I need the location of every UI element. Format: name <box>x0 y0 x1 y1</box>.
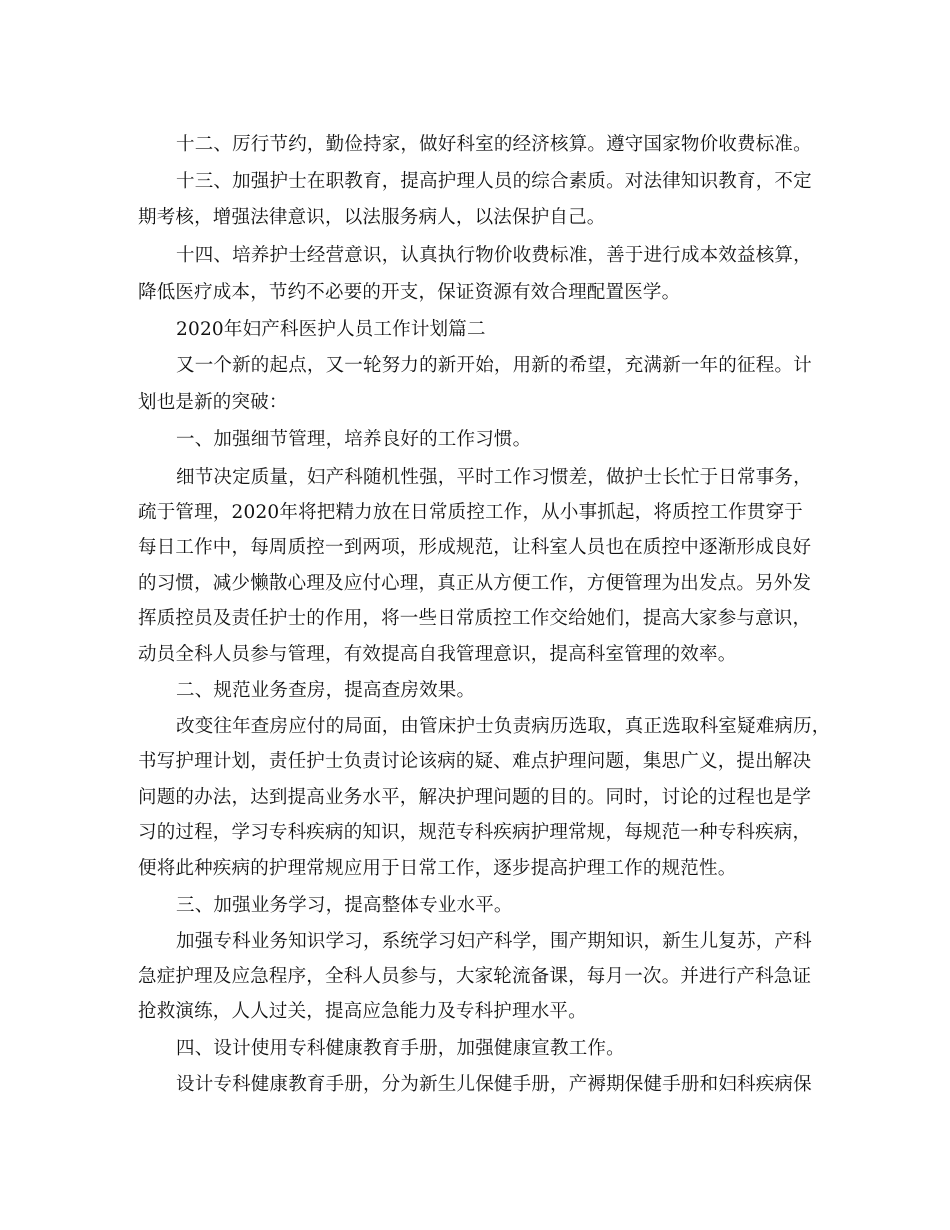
section-heading: 2020年妇产科医护人员工作计划篇二 <box>176 319 486 340</box>
text-line: 十四、培养护士经营意识，认真执行物价收费标准，善于进行成本效益核算， <box>176 245 812 266</box>
text-line: 十二、厉行节约，勤俭持家，做好科室的经济核算。遵守国家物价收费标准。 <box>176 134 812 155</box>
text-line: 二、规范业务查房，提高查房效果。 <box>176 680 476 701</box>
text-line: 四、设计使用专科健康教育手册，加强健康宣教工作。 <box>176 1038 625 1059</box>
text-line: 降低医疗成本，节约不必要的开支，保证资源有效合理配置医学。 <box>138 282 681 303</box>
text-line: 疏于管理，2020年将把精力放在日常质控工作，从小事抓起，将质控工作贯穿于 <box>138 502 803 523</box>
text-line: 每日工作中，每周质控一到两项，形成规范，让科室人员也在质控中逐渐形成良好 <box>138 537 812 558</box>
text-line: 细节决定质量，妇产科随机性强，平时工作习惯差，做护士长忙于日常事务， <box>176 467 812 488</box>
text-line: 动员全科人员参与管理，有效提高自我管理意识，提高科室管理的效率。 <box>138 644 737 665</box>
text-line: 期考核，增强法律意识，以法服务病人，以法保护自己。 <box>138 207 606 228</box>
text-line: 问题的办法，达到提高业务水平，解决护理问题的目的。同时，讨论的过程也是学 <box>138 787 812 808</box>
text-line: 三、加强业务学习，提高整体专业水平。 <box>176 895 513 916</box>
text-line: 书写护理计划，责任护士负责讨论该病的疑、难点护理问题，集思广义，提出解决 <box>138 751 812 772</box>
text-line: 的习惯，减少懒散心理及应付心理，真正从方便工作，方便管理为出发点。另外发 <box>138 573 812 594</box>
text-line: 习的过程，学习专科疾病的知识，规范专科疾病护理常规，每规范一种专科疾病， <box>138 822 812 843</box>
text-line: 又一个新的起点，又一轮努力的新开始，用新的希望，充满新一年的征程。计 <box>176 355 812 376</box>
text-line: 划也是新的突破： <box>138 392 288 413</box>
text-line: 十三、加强护士在职教育，提高护理人员的综合素质。对法律知识教育，不定 <box>176 171 812 192</box>
text-line: 设计专科健康教育手册，分为新生儿保健手册，产褥期保健手册和妇科疾病保 <box>176 1074 812 1095</box>
text-line: 一、加强细节管理，培养良好的工作习惯。 <box>176 429 532 450</box>
text-line: 加强专科业务知识学习，系统学习妇产科学，围产期知识，新生儿复苏，产科 <box>176 931 812 952</box>
text-line: 抢救演练，人人过关，提高应急能力及专科护理水平。 <box>138 1001 587 1022</box>
text-line: 挥质控员及责任护士的作用，将一些日常质控工作交给她们，提高大家参与意识， <box>138 608 812 629</box>
text-line: 改变往年查房应付的局面，由管床护士负责病历选取，真正选取科室疑难病历， <box>176 716 831 737</box>
text-line: 便将此种疾病的护理常规应用于日常工作，逐步提高护理工作的规范性。 <box>138 858 737 879</box>
text-line: 急症护理及应急程序，全科人员参与，大家轮流备课，每月一次。并进行产科急证 <box>138 966 812 987</box>
